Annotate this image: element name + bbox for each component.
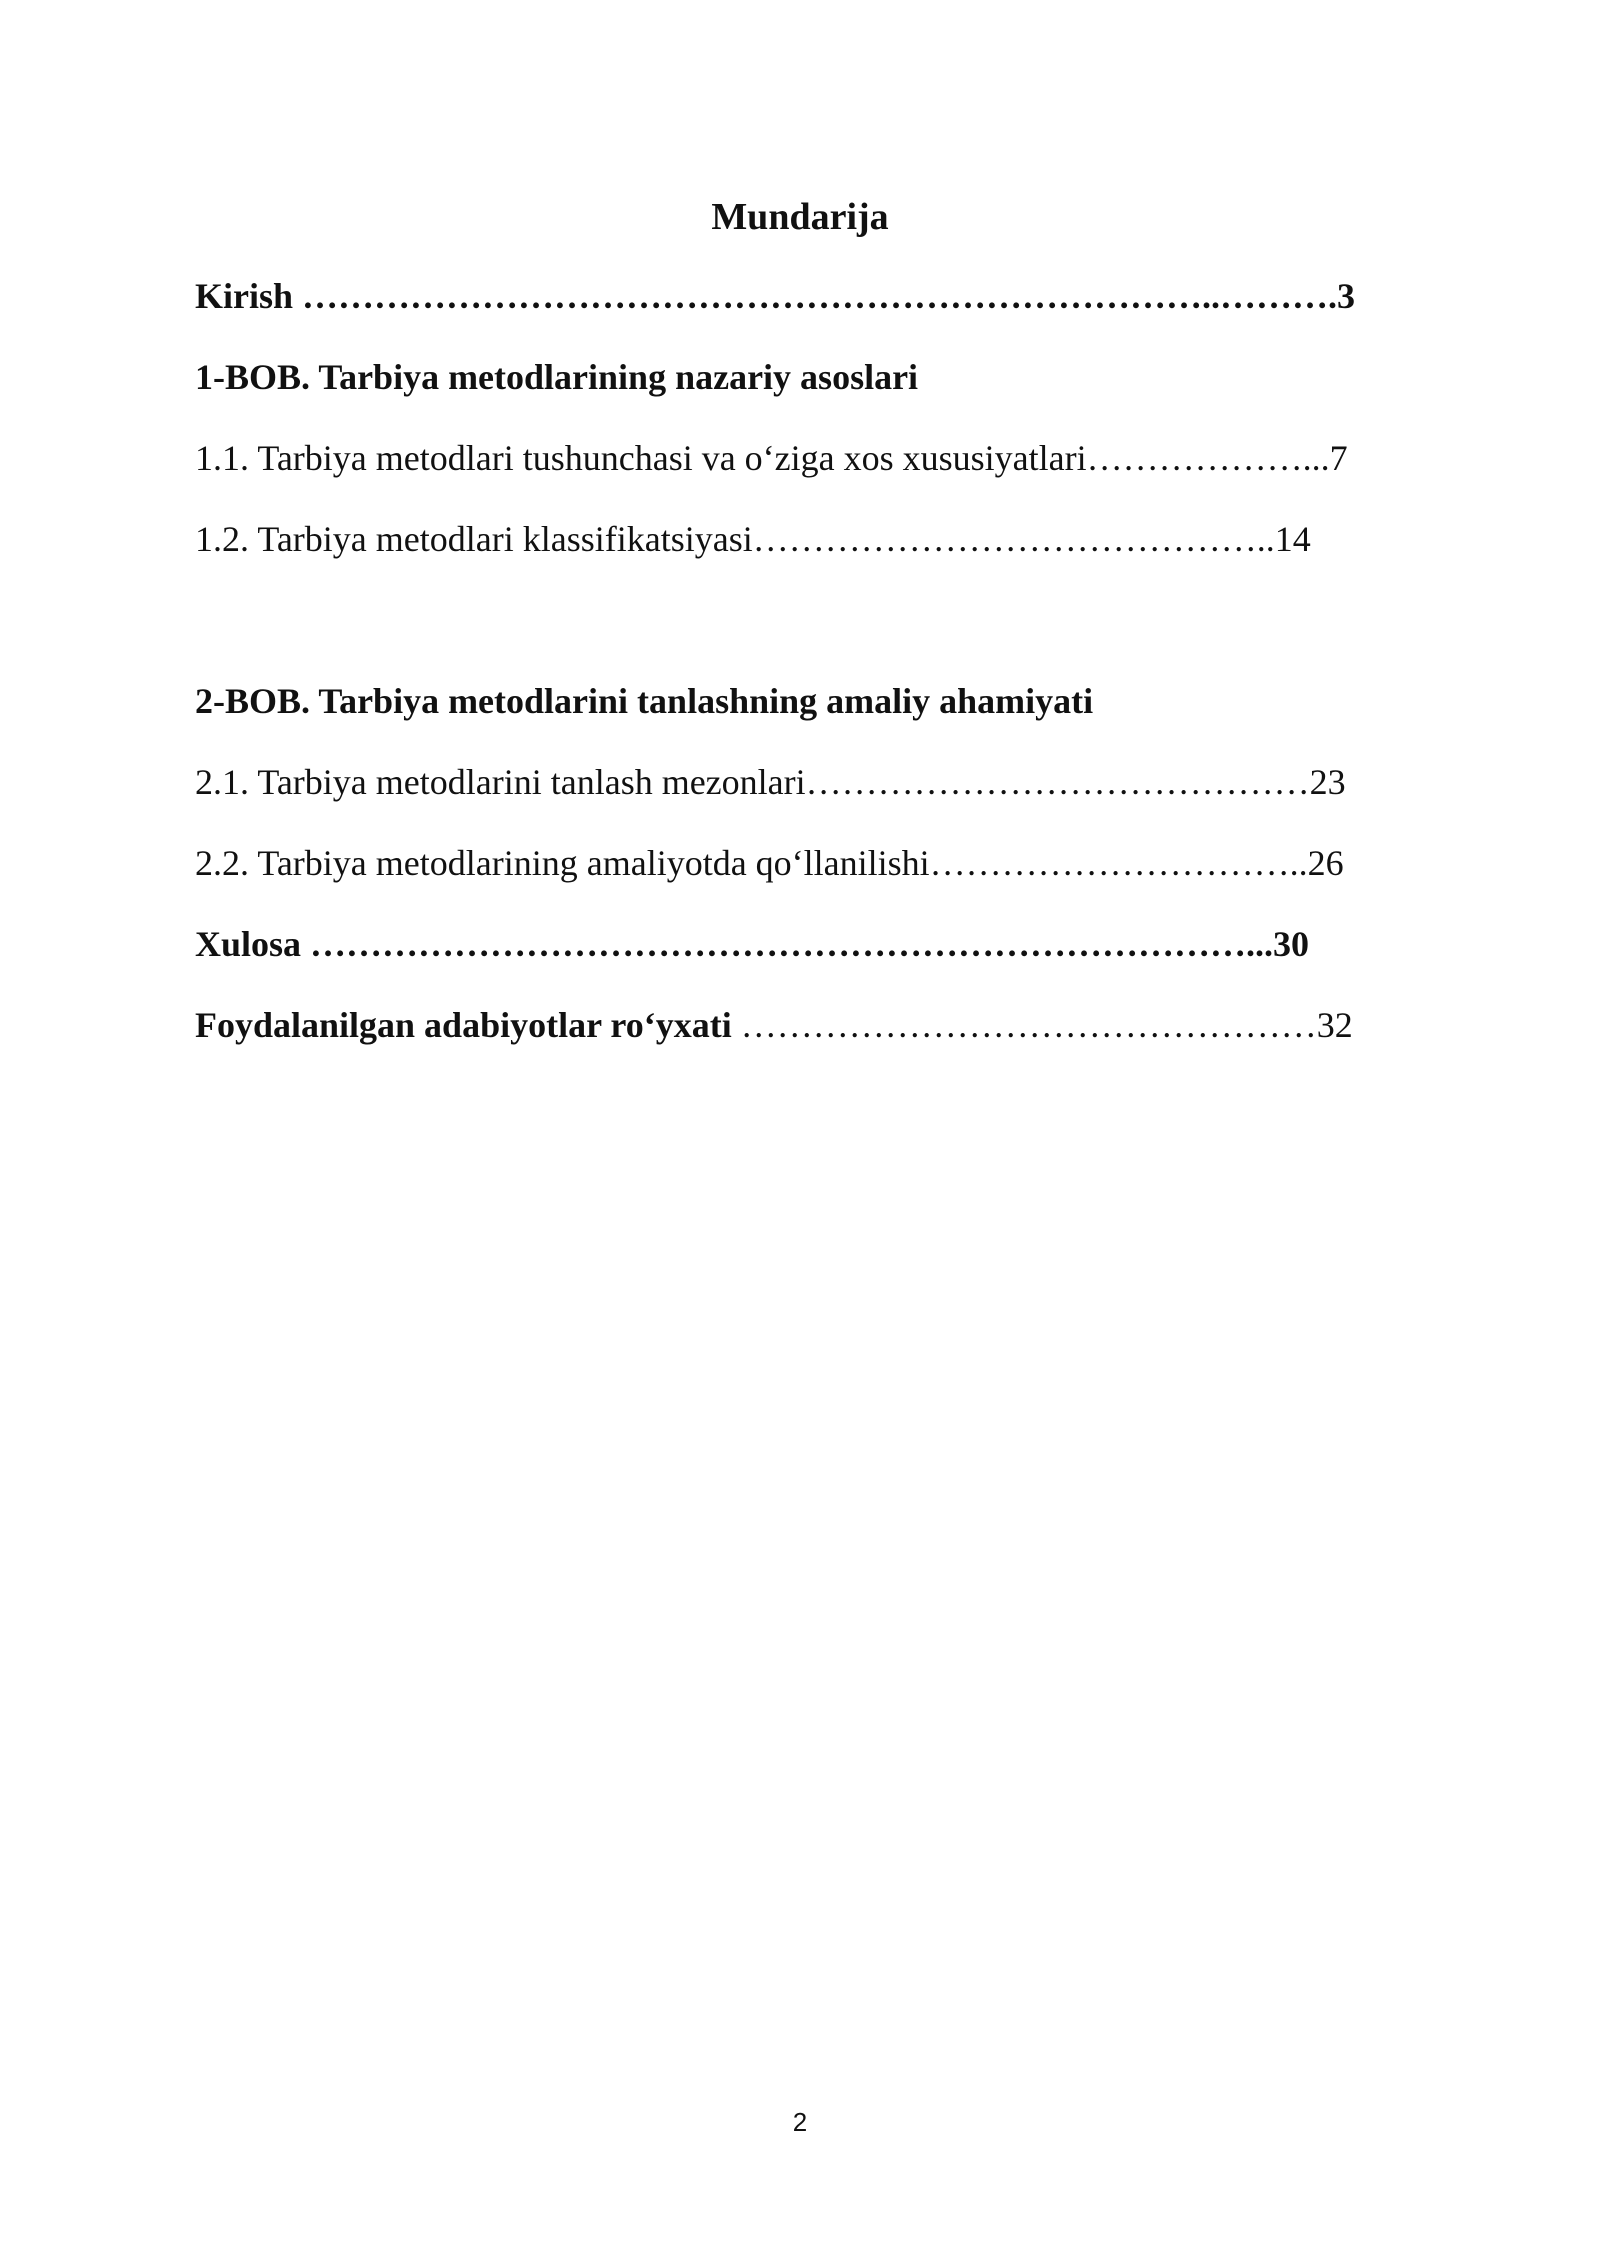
toc-entry-references bbox=[195, 1001, 1425, 1049]
toc-section-1-1: 1.1. Tarbiya metodlari tushunchasi va o‘ziga xos xususiyatlari………………...7 bbox=[195, 438, 1348, 478]
toc-section-1-2: 1.2. Tarbiya metodlari klassifikatsiyasi……………………………………..14 bbox=[195, 519, 1311, 559]
toc-title: Mundarija bbox=[711, 196, 889, 238]
toc-entry-xulosa: Xulosa ……………………………………………………………………...30 bbox=[195, 924, 1310, 964]
toc-section-2-1: 2.1. Tarbiya metodlarini tanlash mezonlari……………………………………23 bbox=[195, 762, 1346, 802]
page-number: 2 bbox=[792, 2107, 808, 2137]
toc-references-leader: …………………………………………32 bbox=[731, 1005, 1353, 1045]
toc-chapter-1: 1-BOB. Tarbiya metodlarining nazariy asoslari bbox=[195, 357, 919, 397]
toc-references-title: Foydalanilgan adabiyotlar ro‘yxati bbox=[195, 1005, 732, 1045]
toc-entry-kirish: Kirish …………………………………………………………………..……….3 bbox=[195, 276, 1356, 316]
toc-chapter-2: 2-BOB. Tarbiya metodlarini tanlashning amaliy ahamiyati bbox=[195, 681, 1094, 721]
toc-section-2-2: 2.2. Tarbiya metodlarining amaliyotda qo‘llanilishi…………………………..26 bbox=[195, 843, 1344, 883]
